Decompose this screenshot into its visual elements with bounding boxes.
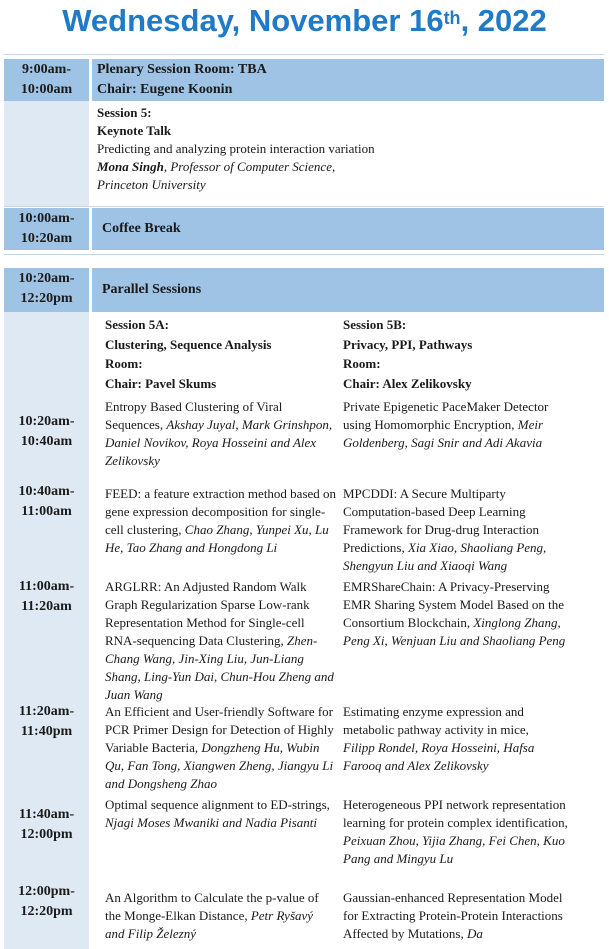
column-separator	[89, 59, 92, 206]
talk-5b: MPCDDI: A Secure Multiparty Computation-based Deep Learning Framework for Drug-drug Interaction Predictions, Xia Xiao, Shaoliang Peng, Shengyun Liu and Xiaoqi Wang	[343, 486, 547, 573]
talk-5a: An Algorithm to Calculate the p-value of the Monge-Elkan Distance, Petr Ryšavý and Filip Železný	[105, 890, 319, 941]
talk-5a: FEED: a feature extraction method based on gene expression decomposition for single-cell clustering, Chao Zhang, Yunpei Xu, Lu He, Tao Zhang and Hongdong Li	[105, 486, 337, 555]
session-5a-number: Session 5A:	[105, 317, 169, 332]
session-kind: Keynote Talk	[97, 123, 172, 138]
time-column	[4, 101, 89, 206]
slot-time: 10:40am- 11:00am	[18, 484, 75, 519]
session-5b-room: Room:	[343, 356, 381, 371]
slot-time: 12:00pm- 12:20pm	[18, 884, 75, 919]
talk-5a: Entropy Based Clustering of Viral Sequences, Akshay Juyal, Mark Grinshpon, Daniel Novikov, Roya Hosseini and Alex Zelikovsky	[105, 399, 333, 468]
keynote-title: Predicting and analyzing protein interaction variation	[97, 141, 375, 156]
talk-5a: ARGLRR: An Adjusted Random Walk Graph Regularization Sparse Low-rank Representation Method for Single-cell RNA-sequencing Data Clustering, Zhen-Chang Wang, Jin-Xing Liu, Jun-Liang Shang, Ling-Yun Dai, Chun-Hou Zheng and Juan Wang	[105, 579, 334, 702]
session-5b-chair: Chair: Alex Zelikovsky	[343, 375, 472, 391]
time-column	[4, 312, 89, 949]
column-separator	[89, 208, 92, 250]
plenary-band	[4, 59, 604, 101]
plenary-time: 9:00am- 10:00am	[20, 62, 73, 97]
coffee-band	[4, 208, 604, 250]
parallel-band	[4, 268, 604, 312]
column-separator	[89, 268, 92, 949]
divider	[4, 54, 604, 55]
slot-time: 11:20am- 11:40pm	[18, 704, 75, 739]
session-5a-room: Room:	[105, 356, 143, 371]
slot-time: 11:40am- 12:00pm	[18, 807, 75, 842]
talk-5a: Optimal sequence alignment to ED-strings, Njagi Moses Mwaniki and Nadia Pisanti	[105, 797, 330, 830]
divider	[4, 254, 604, 255]
talk-5b: Estimating enzyme expression and metabolic pathway activity in mice, Filipp Rondel, Roya Hosseini, Hafsa Farooq and Alex Zelikovsky	[343, 704, 535, 773]
talk-5b: EMRShareChain: A Privacy-Preserving EMR Sharing System Model Based on the Consortium Blockchain, Xinglong Zhang, Peng Xi, Wenjuan Liu and Shaoliang Peng	[343, 579, 566, 648]
keynote-affiliation-line2: Princeton University	[97, 177, 206, 192]
divider	[4, 206, 604, 207]
parallel-time: 10:20am- 12:20pm	[18, 271, 75, 306]
session-5a-topic: Clustering, Sequence Analysis	[105, 336, 272, 352]
talk-5a: An Efficient and User-friendly Software for PCR Primer Design for Detection of Highly Variable Bacteria, Dongzheng Hu, Wubin Qu, Fan Tong, Xiangwen Zheng, Jiangyu Li and Dongsheng Zhao	[105, 704, 334, 791]
page-title: Wednesday, November 16th, 2022	[62, 3, 547, 38]
session-5a-header	[105, 315, 335, 393]
slot-time: 11:00am- 11:20am	[18, 579, 75, 614]
slot-time: 10:20am- 10:40am	[18, 414, 75, 449]
coffee-time: 10:00am- 10:20am	[18, 211, 75, 246]
keynote-affiliation: , Professor of Computer Science,	[163, 159, 336, 174]
plenary-chair: Chair: Eugene Koonin	[97, 82, 233, 97]
session-5b-header	[343, 315, 573, 393]
plenary-room: Plenary Session Room: TBA	[97, 62, 267, 77]
coffee-break-label: Coffee Break	[102, 221, 181, 236]
talk-5b: Private Epigenetic PaceMaker Detector using Homomorphic Encryption, Meir Goldenberg, Sagi Snir and Adi Akavia	[343, 399, 549, 450]
keynote-speaker: Mona Singh	[97, 159, 164, 174]
talk-5b: Gaussian-enhanced Representation Model for Extracting Protein-Protein Interactions Affected by Mutations, Da	[343, 890, 563, 941]
session-5a-chair: Chair: Pavel Skums	[105, 375, 217, 391]
session-5b-number: Session 5B:	[343, 317, 407, 332]
session-5b-topic: Privacy, PPI, Pathways	[343, 336, 473, 352]
session-number: Session 5:	[97, 105, 152, 120]
parallel-sessions-label: Parallel Sessions	[102, 282, 202, 297]
keynote-details	[97, 104, 427, 194]
talk-5b: Heterogeneous PPI network representation learning for protein complex identification, Peixuan Zhou, Yijia Zhang, Fei Chen, Kuo Pang and Mingyu Lu	[343, 797, 568, 866]
